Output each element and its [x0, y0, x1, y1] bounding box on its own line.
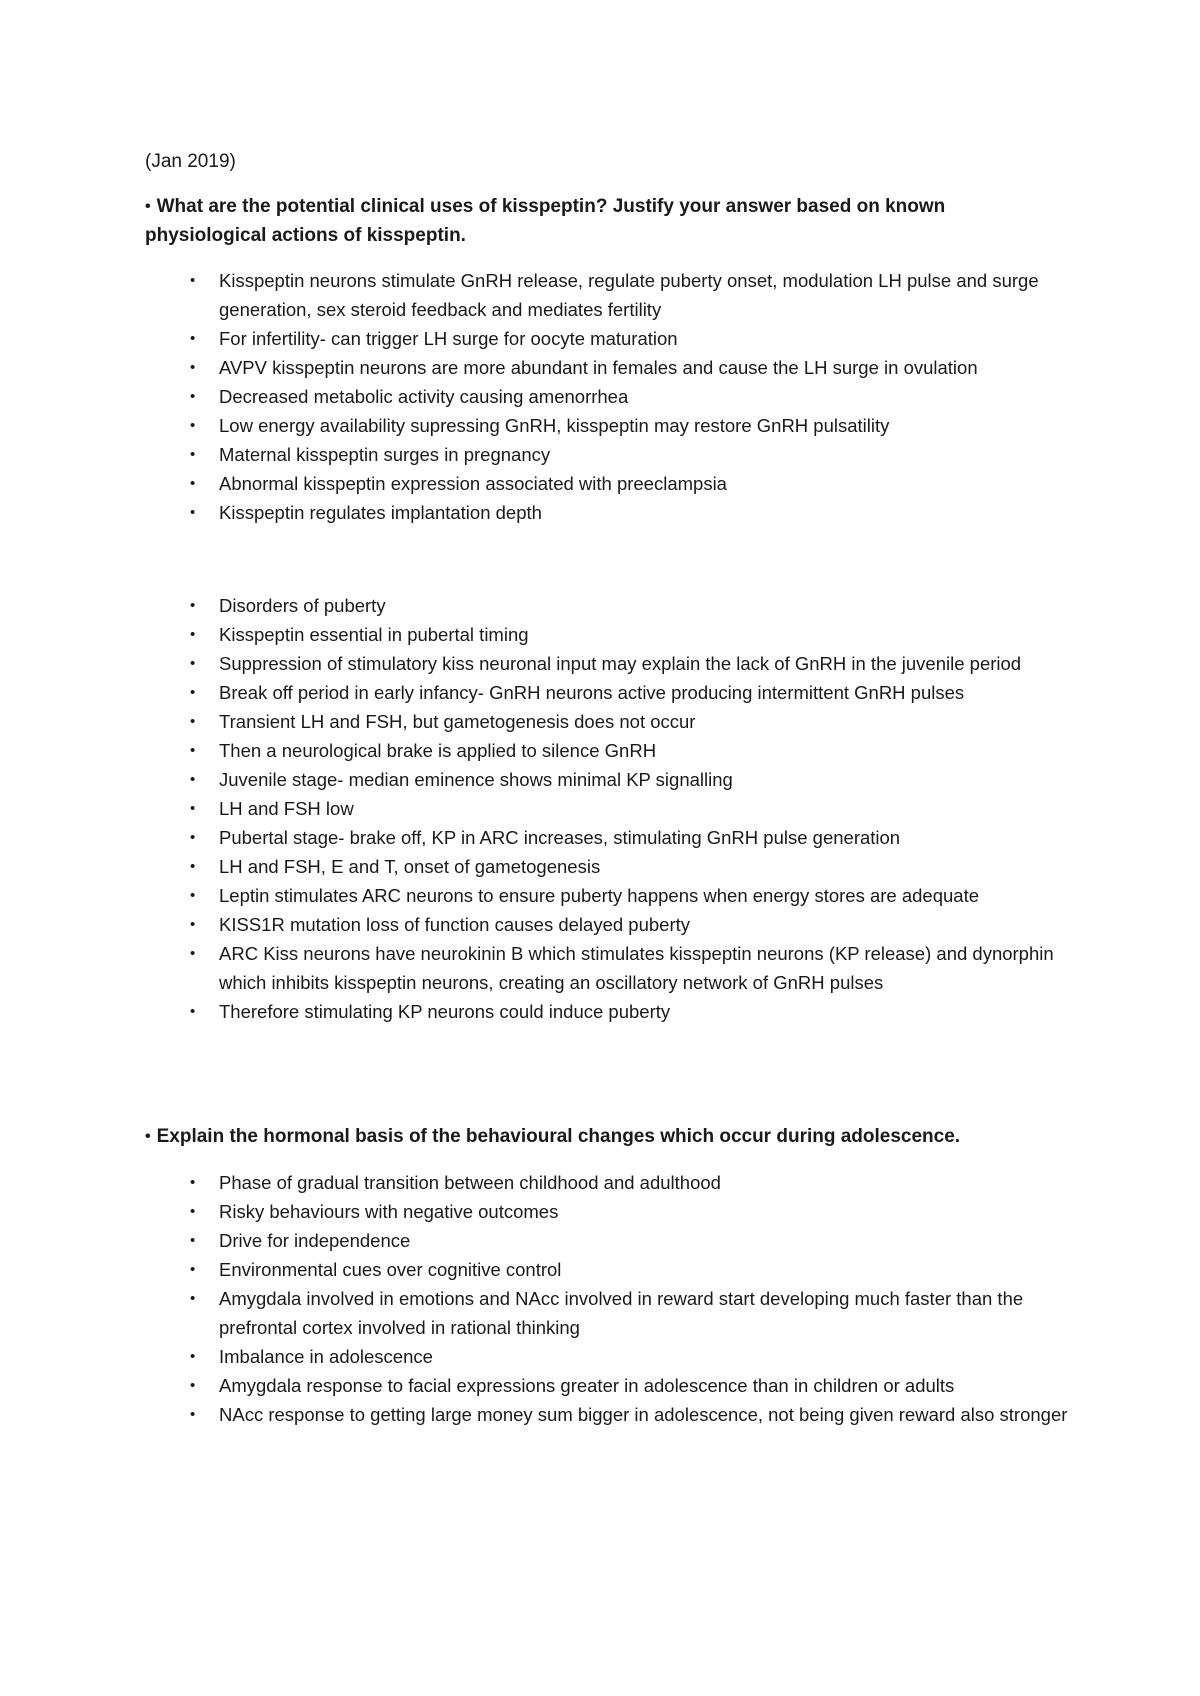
bullet-dot: • — [190, 417, 196, 434]
list-item-text: Disorders of puberty — [219, 595, 386, 616]
list-item — [190, 794, 1070, 823]
list-item — [190, 469, 1070, 498]
list-item — [190, 765, 1070, 794]
list-item-text: Maternal kisspeptin surges in pregnancy — [219, 444, 551, 465]
list-item-text: Therefore stimulating KP neurons could induce puberty — [219, 1001, 671, 1022]
list-item — [190, 591, 1070, 620]
bullet-dot: • — [190, 1174, 196, 1191]
list-item — [190, 678, 1070, 707]
bullet-dot: • — [190, 1406, 196, 1423]
list-item — [190, 1284, 1070, 1342]
exam-date: (Jan 2019) — [145, 151, 236, 172]
list-item-text: Decreased metabolic activity causing amenorrhea — [219, 386, 629, 407]
bullet-dot: • — [190, 713, 196, 730]
list-item-text: LH and FSH low — [219, 798, 354, 819]
list-item — [190, 736, 1070, 765]
list-item-text: Kisspeptin regulates implantation depth — [219, 502, 542, 523]
question-1-text: What are the potential clinical uses of kisspeptin? Justify your answer based on known physiological actions of kisspeptin. — [145, 196, 946, 246]
list-item-text: Juvenile stage- median eminence shows minimal KP signalling — [219, 769, 733, 790]
bullet-dot: • — [190, 742, 196, 759]
list-item — [190, 266, 1070, 324]
list-item-text: Risky behaviours with negative outcomes — [219, 1201, 559, 1222]
list-item-text: Break off period in early infancy- GnRH neurons active producing intermittent GnRH pulses — [219, 682, 965, 703]
bullet-dot: • — [190, 475, 196, 492]
question-bullet: • — [145, 1128, 151, 1145]
list-item-text: Kisspeptin essential in pubertal timing — [219, 624, 529, 645]
list-item — [190, 1342, 1070, 1371]
list-item-text: NAcc response to getting large money sum bigger in adolescence, not being given reward also stronger — [219, 1404, 1068, 1425]
bullet-dot: • — [190, 829, 196, 846]
list-item-text: Transient LH and FSH, but gametogenesis does not occur — [219, 711, 696, 732]
bullet-dot: • — [190, 388, 196, 405]
bullet-dot: • — [190, 1232, 196, 1249]
bullet-dot: • — [190, 858, 196, 875]
list-item — [190, 498, 1070, 527]
list-item — [190, 1226, 1070, 1255]
bullet-dot: • — [190, 771, 196, 788]
list-item — [190, 707, 1070, 736]
list-item — [190, 1400, 1070, 1429]
answer-list-2 — [190, 591, 1070, 1026]
bullet-dot: • — [190, 945, 196, 962]
list-item — [190, 620, 1070, 649]
question-bullet: • — [145, 198, 151, 215]
answer-list-3 — [190, 1168, 1070, 1429]
list-item-text: Amygdala response to facial expressions greater in adolescence than in children or adults — [219, 1375, 955, 1396]
bullet-dot: • — [190, 655, 196, 672]
list-item-text: Amygdala involved in emotions and NAcc involved in reward start developing much faster than the prefrontal cortex involved in rational thinking — [219, 1288, 1024, 1338]
bullet-dot: • — [190, 330, 196, 347]
list-item-text: LH and FSH, E and T, onset of gametogenesis — [219, 856, 601, 877]
question-2 — [145, 1122, 1045, 1151]
bullet-dot: • — [190, 800, 196, 817]
list-item — [190, 382, 1070, 411]
list-item-text: ARC Kiss neurons have neurokinin B which stimulates kisspeptin neurons (KP release) and dynorphin which inhibits kisspeptin neurons, creating an oscillatory network of GnRH pulses — [219, 943, 1054, 993]
bullet-dot: • — [190, 684, 196, 701]
list-item — [190, 852, 1070, 881]
bullet-dot: • — [190, 1348, 196, 1365]
answer-list-1 — [190, 266, 1070, 527]
list-item — [190, 1255, 1070, 1284]
question-2-text: Explain the hormonal basis of the behavioural changes which occur during adolescence. — [156, 1126, 961, 1147]
bullet-dot: • — [190, 1203, 196, 1220]
bullet-dot: • — [190, 1377, 196, 1394]
list-item-text: Leptin stimulates ARC neurons to ensure puberty happens when energy stores are adequate — [219, 885, 980, 906]
list-item — [190, 997, 1070, 1026]
bullet-dot: • — [190, 916, 196, 933]
list-item — [190, 411, 1070, 440]
list-item — [190, 1371, 1070, 1400]
list-item-text: AVPV kisspeptin neurons are more abundant in females and cause the LH surge in ovulation — [219, 357, 978, 378]
list-item — [190, 353, 1070, 382]
bullet-dot: • — [190, 504, 196, 521]
list-item — [190, 823, 1070, 852]
bullet-dot: • — [190, 597, 196, 614]
question-1 — [145, 192, 1045, 250]
list-item-text: Kisspeptin neurons stimulate GnRH release, regulate puberty onset, modulation LH pulse and surge generation, sex steroid feedback and mediates fertility — [219, 270, 1039, 320]
list-item-text: Environmental cues over cognitive control — [219, 1259, 562, 1280]
list-item-text: KISS1R mutation loss of function causes delayed puberty — [219, 914, 690, 935]
bullet-dot: • — [190, 446, 196, 463]
list-item — [190, 939, 1070, 997]
bullet-dot: • — [190, 272, 196, 289]
list-item — [190, 440, 1070, 469]
list-item-text: Imbalance in adolescence — [219, 1346, 433, 1367]
bullet-dot: • — [190, 1261, 196, 1278]
bullet-dot: • — [190, 626, 196, 643]
list-item — [190, 1168, 1070, 1197]
list-item-text: Phase of gradual transition between childhood and adulthood — [219, 1172, 721, 1193]
bullet-dot: • — [190, 1290, 196, 1307]
list-item — [190, 324, 1070, 353]
list-item-text: Drive for independence — [219, 1230, 411, 1251]
list-item-text: Low energy availability supressing GnRH, kisspeptin may restore GnRH pulsatility — [219, 415, 890, 436]
bullet-dot: • — [190, 1003, 196, 1020]
list-item-text: Abnormal kisspeptin expression associated with preeclampsia — [219, 473, 727, 494]
bullet-dot: • — [190, 359, 196, 376]
list-item — [190, 881, 1070, 910]
list-item-text: Pubertal stage- brake off, KP in ARC increases, stimulating GnRH pulse generation — [219, 827, 901, 848]
list-item — [190, 649, 1070, 678]
list-item-text: Then a neurological brake is applied to silence GnRH — [219, 740, 657, 761]
list-item — [190, 910, 1070, 939]
bullet-dot: • — [190, 887, 196, 904]
list-item-text: For infertility- can trigger LH surge for oocyte maturation — [219, 328, 678, 349]
list-item — [190, 1197, 1070, 1226]
list-item-text: Suppression of stimulatory kiss neuronal input may explain the lack of GnRH in the juvenile period — [219, 653, 1022, 674]
